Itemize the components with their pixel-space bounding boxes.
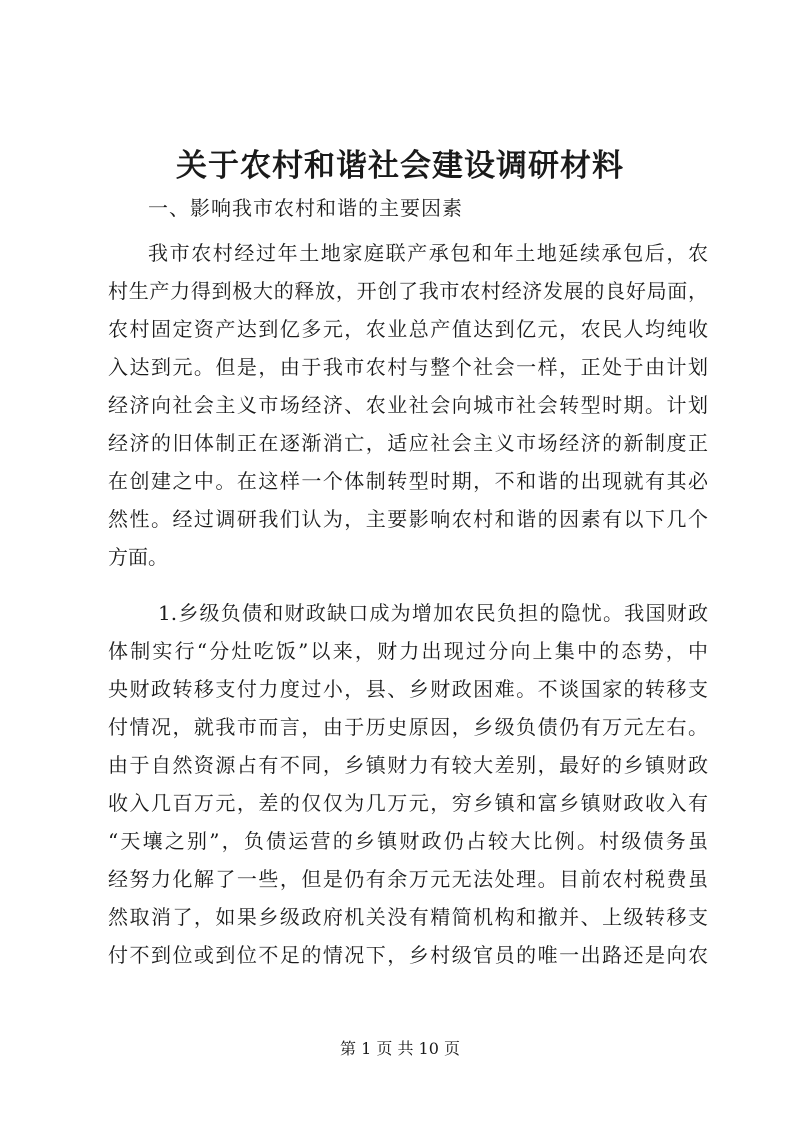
paragraph-line: 付不到位或到位不足的情况下，乡村级官员的唯一出路还是向农 xyxy=(108,943,708,967)
paragraph-line: 入达到元。但是，由于我市农村与整个社会一样，正处于由计划 xyxy=(108,355,708,379)
paragraph-line: 付情况，就我市而言，由于历史原因，乡级负债仍有万元左右。 xyxy=(108,715,708,739)
paragraph-line: 体制实行“分灶吃饭”以来，财力出现过分向上集中的态势，中 xyxy=(108,639,708,663)
paragraph-line: 村生产力得到极大的释放，开创了我市农村经济发展的良好局面， xyxy=(108,279,708,303)
page-number-footer: 第 1 页 共 10 页 xyxy=(340,1039,460,1058)
paragraph-line: 然性。经过调研我们认为，主要影响农村和谐的因素有以下几个 xyxy=(108,507,708,531)
paragraph-line: 由于自然资源占有不同，乡镇财力有较大差别，最好的乡镇财政 xyxy=(108,753,708,777)
paragraph-line: 经努力化解了一些，但是仍有余万元无法处理。目前农村税费虽 xyxy=(108,867,708,891)
paragraph-line: 收入几百万元，差的仅仅为几万元，穷乡镇和富乡镇财政收入有 xyxy=(108,791,708,815)
paragraph-line: 我市农村经过年土地家庭联产承包和年土地延续承包后，农 xyxy=(148,241,708,265)
paragraph-line: 经济向社会主义市场经济、农业社会向城市社会转型时期。计划 xyxy=(108,393,708,417)
paragraph-line: “天壤之别”，负债运营的乡镇财政仍占较大比例。村级债务虽 xyxy=(108,829,708,853)
section-heading: 一、影响我市农村和谐的主要因素 xyxy=(148,196,463,220)
paragraph-line: 经济的旧体制正在逐渐消亡，适应社会主义市场经济的新制度正 xyxy=(108,431,708,455)
paragraph-line: 方面。 xyxy=(108,545,168,569)
paragraph-line: 农村固定资产达到亿多元，农业总产值达到亿元，农民人均纯收 xyxy=(108,317,708,341)
paragraph-line: 央财政转移支付力度过小，县、乡财政困难。不谈国家的转移支 xyxy=(108,677,708,701)
paragraph-line: 然取消了，如果乡级政府机关没有精简机构和撤并、上级转移支 xyxy=(108,905,708,929)
paragraph-line: 1.乡级负债和财政缺口成为增加农民负担的隐忧。我国财政 xyxy=(158,601,708,625)
paragraph-line: 在创建之中。在这样一个体制转型时期，不和谐的出现就有其必 xyxy=(108,469,708,493)
document-title: 关于农村和谐社会建设调研材料 xyxy=(176,148,624,184)
